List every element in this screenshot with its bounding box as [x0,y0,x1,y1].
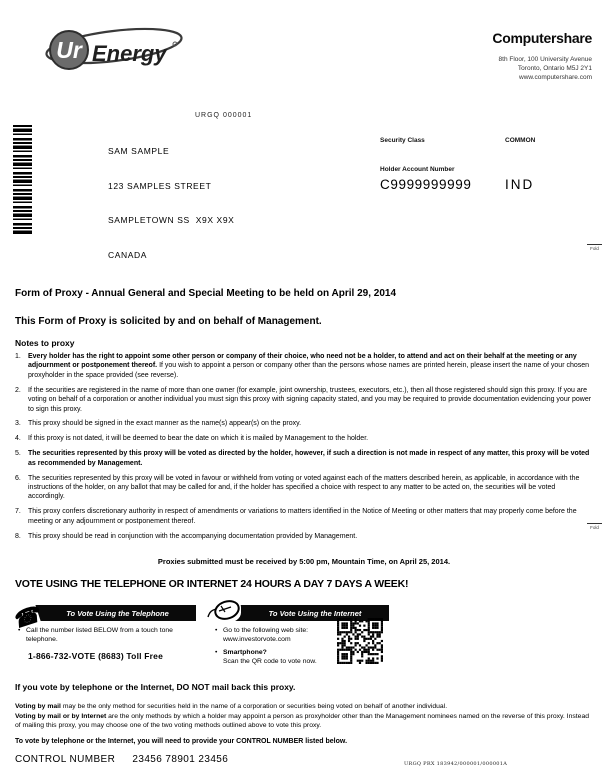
internet-bullet-smartphone [223,648,317,666]
note-number: 4. [15,435,21,443]
registrar-block [492,30,592,82]
energy-logo-text: Energy [92,41,167,66]
registrar-address-line: Toronto, Ontario M5J 2Y1 [517,65,592,72]
security-class-value: COMMON [505,137,536,144]
control-number-value: 23456 78901 23456 [132,753,229,765]
note-text [28,386,593,414]
control-number-label: CONTROL NUMBER [15,753,116,765]
ur-logo-text: Ur [56,37,82,63]
note-plain-text: If the securities are registered in the name of more than one owner (for example, joint ownership, trustees, executors, etc.), then all those registered should sign this proxy. If you are voting on behalf of a corporation or another individual you must sign this proxy with signing capacity stated, and you may be required to provide documentation evidencing your power to sign this proxy. [28,386,592,413]
note-bold-text: The securities represented by this proxy will be voted as directed by the holder, however, if such a direction is not made in respect of any matter, this proxy will be voted as recommended by Management. [28,450,590,467]
security-class-label: Security Class [380,137,425,144]
note-number: 2. [15,386,21,394]
note-number: 7. [15,508,21,516]
note-item [15,352,593,380]
form-subtitle: This Form of Proxy is solicited by and on behalf of Management. [15,316,322,327]
holder-account-number: C9999999999 [380,177,472,192]
computershare-logo: Computershare [492,30,592,46]
note-item [15,419,593,428]
do-not-mail-warning: If you vote by telephone or the Internet, DO NOT mail back this proxy. [15,682,296,692]
note-bold-text: Every holder has the right to appoint some other person or company of their choice, who need not be a holder, to attend and act on their behalf at the meeting or any adjournment or postponement thereof. [28,353,577,370]
mail-internet-lead: Voting by mail or by Internet [15,712,107,720]
website-instruction: Go to the following web site: [223,627,309,634]
note-text [28,507,593,526]
recipient-name: SAM SAMPLE [108,146,170,156]
vote-methods [8,596,593,672]
form-title: Form of Proxy - Annual General and Special Meeting to be held on April 29, 2014 [15,288,397,299]
note-text [28,532,593,541]
mail-internet-body: are the only methods by which a holder may appoint a person as proxyholder other than the Management nominees named on the reverse of this proxy. Instead of mailing this proxy, you may choose one of the two voting methods outlined above to vote this proxy. [15,712,590,729]
note-plain-text: The securities represented by this proxy will be voted in favour or withheld from voting or voted against each of the matters described herein, as applicable, in accordance with the instructions of the holder, on any ballot that may be called for and, if the holder has specified a choice with respect to any matter to be acted on, the securities will be voted accordingly. [28,474,580,501]
registrar-address-line: 8th Floor, 100 University Avenue [498,56,592,63]
note-item [15,434,593,443]
telephone-number: 1-866-732-VOTE (8683) Toll Free [28,651,164,661]
mail-internet-note [15,712,593,731]
mailing-barcode [13,125,32,235]
note-text [28,474,593,502]
note-number: 1. [15,353,21,360]
recipient-street: 123 SAMPLES STREET [108,180,212,191]
smartphone-label: Smartphone? [223,649,267,656]
note-item [15,532,593,541]
mail-only-lead: Voting by mail [15,703,61,710]
mail-only-body: may be the only method for securities held in the name of a corporation or securities being voted on behalf of another individual. [60,703,448,710]
note-item [15,474,593,502]
telephone-vote-header [8,601,196,634]
note-plain-text: This proxy should be read in conjunction with the accompanying documentation provided by Management. [28,532,358,540]
telephone-header-label: To Vote Using the Telephone [66,608,169,618]
document-code: URGQ PRX 183942/000001/000001A [404,761,508,767]
note-text [28,434,593,443]
qr-code [337,618,383,664]
mail-voting-notes [15,702,593,731]
recipient-country: CANADA [108,249,148,260]
note-plain-text: If you wish to appoint a person or company other than the persons whose names are printed herein, please insert the name of your chosen proxyholder in the space provided (see reverse). [28,362,590,379]
note-number: 3. [15,420,21,428]
print-control-code: URGQ 000001 [195,112,253,119]
internet-instructions [215,626,340,670]
registrar-address [492,55,592,82]
note-text [28,419,593,428]
website-url: www.investorvote.com [223,636,291,643]
note-item [15,449,593,468]
mouse-icon [205,597,241,623]
note-number: 5. [15,450,21,458]
internet-bullet-website [223,626,308,644]
submission-deadline: Proxies submitted must be received by 5:00 pm, Mountain Time, on April 25, 2014. [157,557,451,566]
vote-banner: VOTE USING THE TELEPHONE OR INTERNET 24 HOURS A DAY 7 DAYS A WEEK! [15,578,409,590]
control-number-instruction: To vote by telephone or the Internet, you will need to provide your CONTROL NUMBER listed below. [15,737,348,745]
note-plain-text: If this proxy is not dated, it will be deemed to bear the date on which it is mailed by Management to the holder. [28,435,369,443]
holder-account-label: Holder Account Number [380,166,455,173]
mail-only-note [15,702,593,712]
fold-marker: Fold [587,523,602,530]
recipient-address-block [108,123,234,284]
telephone-icon: ☎ [9,599,44,637]
main-content [8,288,593,765]
holder-type: IND [505,177,535,192]
note-text [28,449,593,468]
ur-energy-logo [42,22,197,79]
fold-marker: Fold [587,244,602,251]
recipient-city: SAMPLETOWN SS X9X X9X [108,215,235,225]
note-item [15,386,593,414]
note-text [28,352,593,380]
note-number: 8. [15,532,21,540]
note-plain-text: This proxy should be signed in the exact manner as the name(s) appear(s) on the proxy. [28,420,302,428]
telephone-instructions [18,626,193,661]
notes-heading: Notes to proxy [15,338,75,348]
note-item [15,507,593,526]
telephone-bullet-text: • Call the number listed BELOW from a touch tone telephone. [26,627,173,643]
registrar-address-line: www.computershare.com [519,74,592,81]
internet-header-label: To Vote Using the Internet [268,608,362,618]
qr-instruction: Scan the QR code to vote now. [223,658,317,665]
note-plain-text: This proxy confers discretionary authority in respect of amendments or variations to matters identified in the Notice of Meeting or other matters that may properly come before the meeting or any adjournment or postponement thereof. [28,508,577,525]
ur-energy-logo-graphic [42,22,197,74]
note-number: 6. [15,474,21,482]
